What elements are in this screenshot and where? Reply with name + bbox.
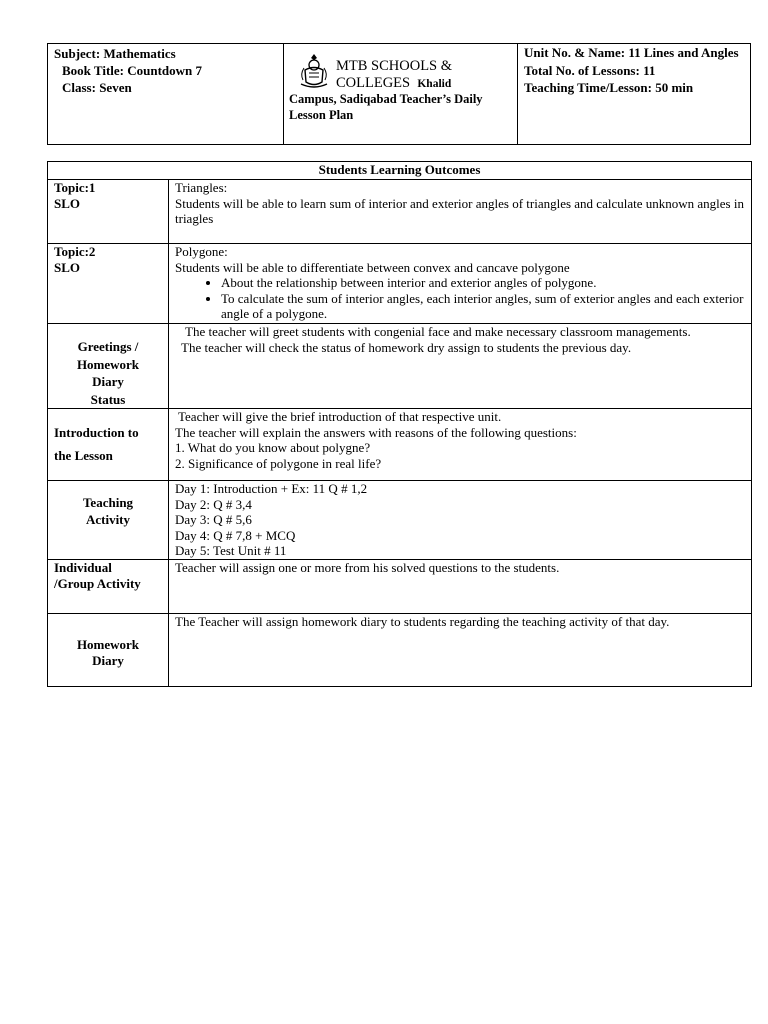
topic2-text: Students will be able to differentiate between convex and cancave polygone [175,259,570,275]
list-item: • To calculate the sum of interior angles, each interior angles, sum of exterior angles and each exterior angle of a polygone. [221,291,745,322]
homework-label-line1: Homework [76,636,140,652]
individual-label [48,559,169,613]
topic1-label-line2: SLO [54,195,81,211]
greetings-content [169,324,752,409]
topic1-text: Students will be able to learn sum of interior and exterior angles of triangles and calculate unknown angles in triagles [175,195,744,227]
list-item: Day 1: Introduction + Ex: 11 Q # 1,2 [175,481,368,496]
greetings-label-line1: Greetings / [77,339,139,354]
topic1-label [48,180,169,244]
teaching-content [169,481,752,560]
header-school-info [284,44,518,144]
homework-text: The Teacher will assign homework diary to students regarding the teaching activity of that day. [175,613,670,629]
campus-plan-title: Campus, Sadiqabad Teacher’s Daily Lesson Plan [289,92,483,122]
introduction-row [48,409,752,481]
homework-label [48,613,169,686]
list-item: Day 4: Q # 7,8 + MCQ [175,527,296,543]
school-name-line1: MTB SCHOOLS & [336,58,453,74]
topic1-content [169,180,752,244]
greetings-row [48,324,752,409]
header-unit-info [518,44,750,144]
homework-content [169,613,752,686]
topic1-row [48,180,752,244]
subject-text: Subject: Mathematics [54,46,176,61]
class-text: Class: Seven [62,80,132,95]
total-lessons-text: Total No. of Lessons: 11 [524,62,656,78]
greetings-label-line4: Status [90,391,126,407]
lesson-plan-table [47,161,752,687]
teaching-label-line1: Teaching [82,495,134,510]
introduction-label-line2: the Lesson [54,448,113,463]
introduction-label [48,409,169,481]
topic2-label-line1: Topic:2 [54,244,96,259]
introduction-line4: 2. Significance of polygone in real life? [175,455,382,471]
teaching-label [48,481,169,560]
homework-label-line2: Diary [92,652,124,668]
topic2-bullet-list [175,275,745,322]
teaching-row [48,481,752,560]
table-title: Students Learning Outcomes [48,162,752,180]
individual-content [169,559,752,613]
greetings-label [48,324,169,409]
teaching-label-line2: Activity [85,511,131,527]
list-item: Day 2: Q # 3,4 [175,496,252,512]
campus-name-start: Khalid [417,78,452,90]
greetings-label-line3: Diary [92,374,124,389]
topic2-content [169,244,752,324]
lesson-plan-header [47,43,751,145]
table-title-row [48,162,752,180]
greetings-label-line2: Homework [76,356,140,372]
teaching-time-text: Teaching Time/Lesson: 50 min [524,80,694,95]
individual-label-line2: /Group Activity [54,575,141,591]
individual-row [48,559,752,613]
unit-name-text: Unit No. & Name: 11 Lines and Angles [524,45,739,60]
greetings-line1: The teacher will greet students with congenial face and make necessary classroom managements. [185,324,691,339]
introduction-label-line1: Introduction to [54,425,139,440]
homework-row [48,613,752,686]
introduction-line3: 1. What do you know about polygne? [175,440,371,456]
book-title-text: Book Title: Countdown 7 [62,63,203,78]
header-course-info [48,44,284,144]
introduction-line1: Teacher will give the brief introduction of that respective unit. [178,409,502,424]
introduction-line2: The teacher will explain the answers with reasons of the following questions: [175,424,577,440]
topic2-label-line2: SLO [54,259,81,275]
individual-label-line1: Individual [54,559,112,575]
topic2-label [48,244,169,324]
topic2-row [48,244,752,324]
topic1-heading: Triangles: [175,180,228,195]
greetings-line2: The teacher will check the status of homework dry assign to students the previous day. [181,339,632,355]
topic2-heading: Polygone: [175,244,228,259]
introduction-content [169,409,752,481]
topic1-label-line1: Topic:1 [54,180,96,195]
list-item: Day 5: Test Unit # 11 [175,543,287,559]
school-name-line2: COLLEGES [336,75,411,91]
list-item: • About the relationship between interior and exterior angles of polygone. [221,275,745,291]
school-name [336,58,452,93]
individual-text: Teacher will assign one or more from his solved questions to the students. [175,559,560,575]
list-item: Day 3: Q # 5,6 [175,512,252,528]
